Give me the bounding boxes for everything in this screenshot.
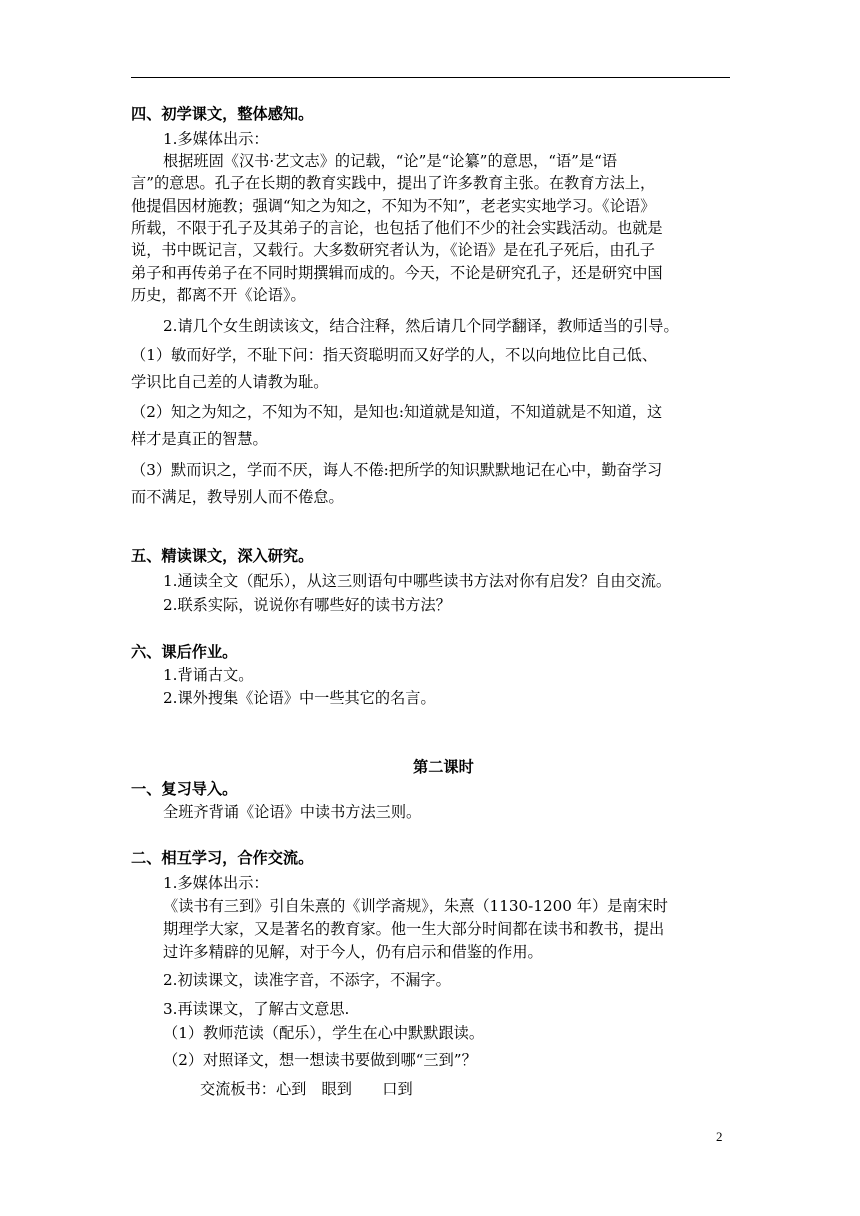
item-text: 2.课外搜集《论语》中一些其它的名言。 (163, 689, 436, 707)
section-heading-4: 四、初学课文，整体感知。 (131, 105, 314, 123)
section-heading-review: 一、复习导入。 (131, 780, 238, 798)
item-label: 1.多媒体出示： (163, 130, 269, 148)
item-text: 2.联系实际，说说你有哪些好的读书方法？ (163, 596, 451, 614)
paragraph-line: 历史，都离不开《论语》。 (131, 286, 306, 304)
item-text: 3.再读课文，了解古文意思. (163, 1000, 350, 1018)
note-line: 学识比自己差的人请教为耻。 (131, 373, 329, 391)
lesson-title: 第二课时 (413, 758, 474, 776)
board-writing: 交流板书：心到 眼到 口到 (200, 1080, 413, 1098)
note-line: 而不满足，教导别人而不倦怠。 (131, 488, 344, 506)
paragraph-line: 所载，不限于孔子及其弟子的言论，也包括了他们不少的社会实践活动。也就是 (131, 219, 663, 237)
section-heading-5: 五、精读课文，深入研究。 (131, 547, 314, 565)
page-number: 2 (716, 1129, 723, 1144)
paragraph-line: 《读书有三到》引自朱熹的《训学斋规》，朱熹（1130-1200 年）是南宋时 (163, 897, 668, 915)
header-rule (131, 77, 730, 78)
note-line: （1）敏而好学，不耻下问：指天资聪明而又好学的人，不以向地位比自己低、 (131, 346, 658, 364)
section-heading-6: 六、课后作业。 (131, 643, 238, 661)
note-line: （2）知之为知之，不知为不知，是知也:知道就是知道，不知道就是不知道，这 (131, 403, 663, 421)
item-text: 1.通读全文（配乐），从这三则语句中哪些读书方法对你有启发？自由交流。 (163, 572, 672, 590)
item-text: 1.背诵古文。 (163, 666, 254, 684)
paragraph-line: 全班齐背诵《论语》中读书方法三则。 (163, 803, 422, 821)
item-text: 2.请几个女生朗读该文，结合注释，然后请几个同学翻译，教师适当的引导。 (163, 317, 679, 335)
paragraph-line: 说，书中既记言，又载行。大多数研究者认为，《论语》是在孔子死后，由孔子 (131, 241, 655, 259)
paragraph-line: 根据班固《汉书·艺文志》的记载，“论”是“论纂”的意思，“语”是“语 (163, 152, 618, 170)
paragraph-line: 他提倡因材施教；强调“知之为知之，不知为不知”，老老实实地学习。《论语》 (131, 197, 656, 215)
paragraph-line: 过许多精辟的见解，对于今人，仍有启示和借鉴的作用。 (163, 943, 543, 961)
item-text: 2.初读课文，读准字音，不添字，不漏字。 (163, 971, 451, 989)
section-heading-cooperate: 二、相互学习，合作交流。 (131, 849, 314, 867)
note-line: 样才是真正的智慧。 (131, 430, 268, 448)
sub-item-text: （2）对照译文，想一想读书要做到哪“三到”？ (163, 1051, 477, 1069)
paragraph-line: 言”的意思。孔子在长期的教育实践中，提出了许多教育主张。在教育方法上， (131, 174, 656, 192)
note-line: （3）默而识之，学而不厌，诲人不倦:把所学的知识默默地记在心中，勤奋学习 (131, 461, 663, 479)
sub-item-text: （1）教师范读（配乐），学生在心中默默跟读。 (163, 1024, 485, 1042)
paragraph-line: 期理学大家，又是著名的教育家。他一生大部分时间都在读书和教书，提出 (163, 920, 665, 938)
item-label: 1.多媒体出示： (163, 874, 269, 892)
paragraph-line: 弟子和再传弟子在不同时期撰辑而成的。今天，不论是研究孔子，还是研究中国 (131, 264, 663, 282)
